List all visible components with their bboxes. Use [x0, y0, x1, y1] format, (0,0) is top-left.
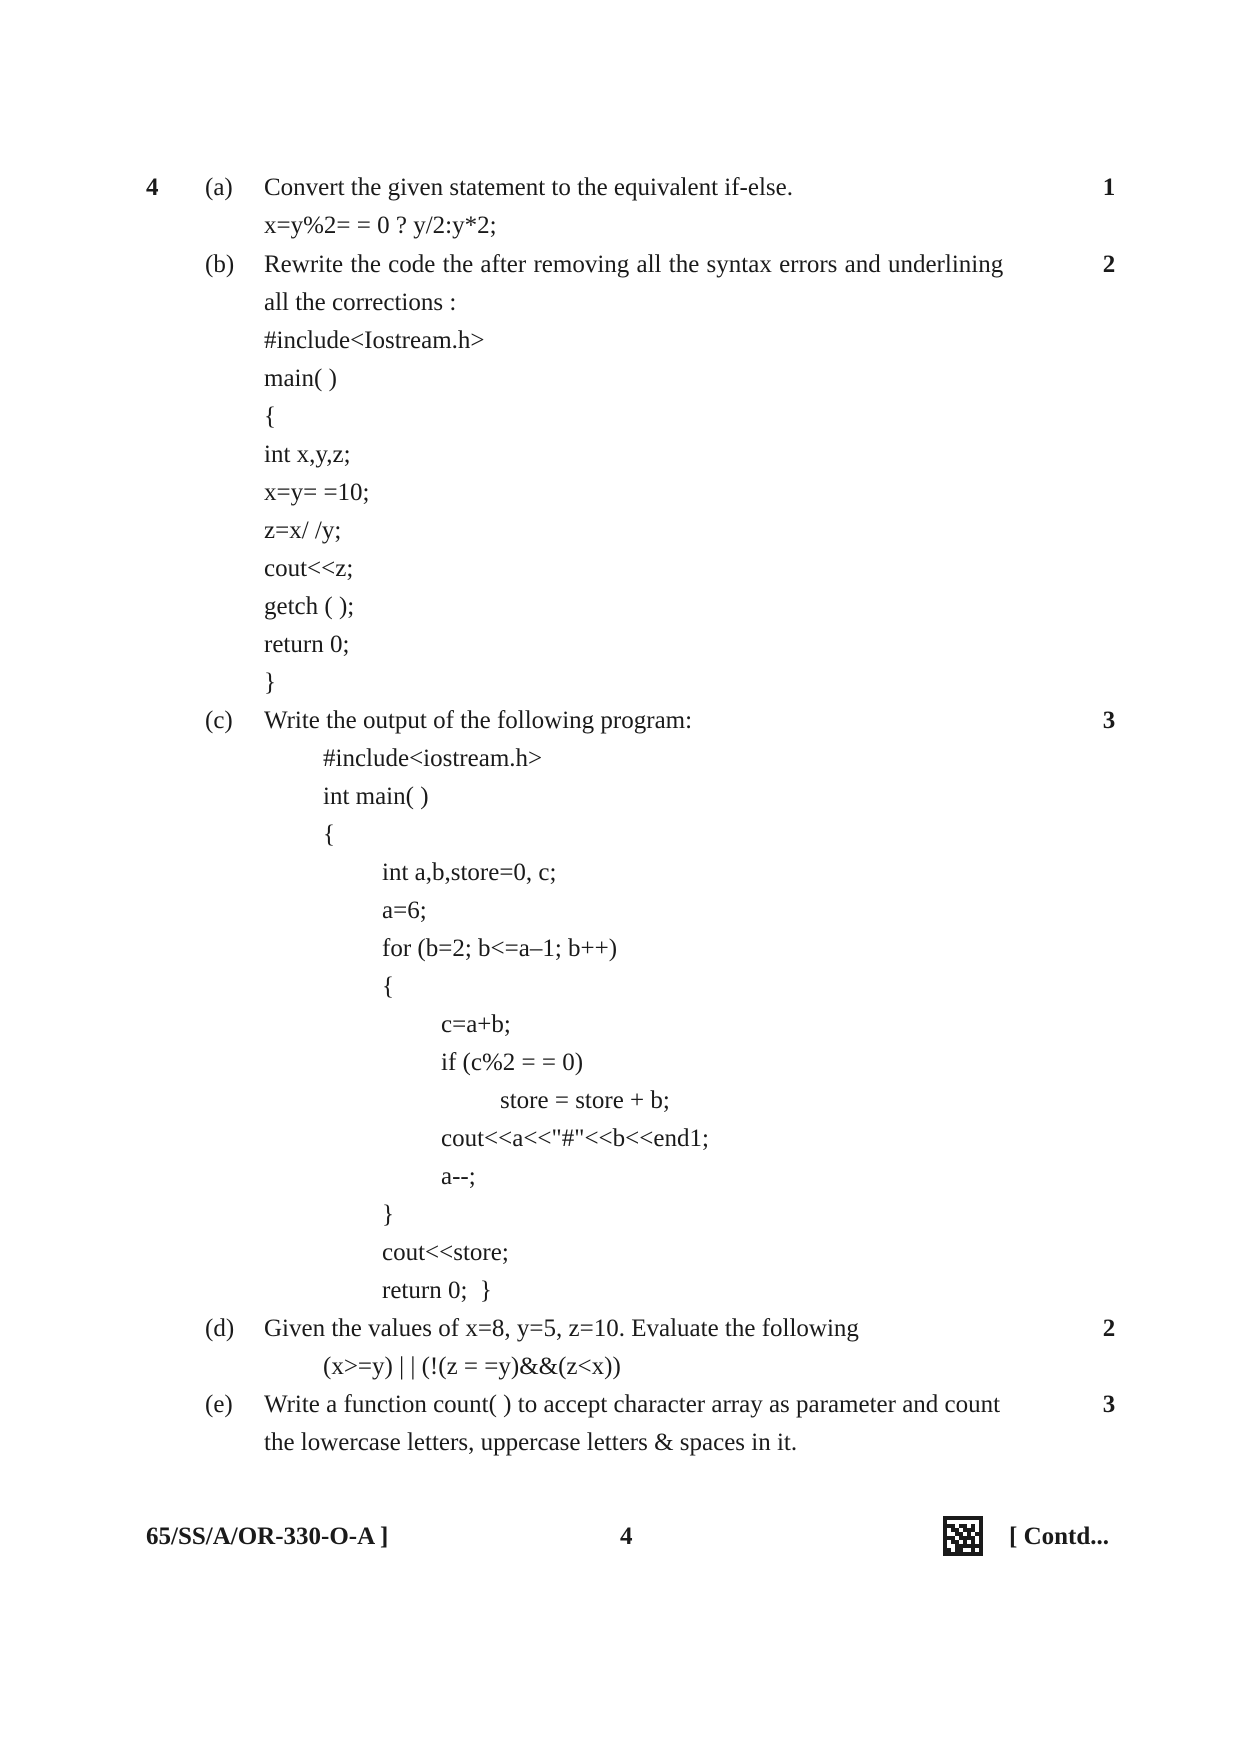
part-a-label: (a) [205, 174, 233, 201]
qr-code-icon [943, 1516, 983, 1556]
part-c-code-line: return 0; } [382, 1277, 492, 1304]
part-a-text: Convert the given statement to the equivalent if-else. [264, 174, 794, 201]
part-b-code-line: main( ) [264, 365, 337, 392]
paper-code: 65/SS/A/OR-330-O-A ] [146, 1523, 389, 1550]
part-e-text-line-1: Write a function count( ) to accept character array as parameter and count [264, 1391, 1001, 1418]
part-e-marks: 3 [1102, 1391, 1116, 1418]
part-b-text-line-2: all the corrections : [264, 289, 457, 316]
part-b-text-line-1: Rewrite the code the after removing all the syntax errors and underlining [264, 251, 1004, 278]
part-a-code-line: x=y%2= = 0 ? y/2:y*2; [264, 212, 497, 239]
part-b-code-line: { [264, 403, 276, 430]
part-c-code-line: if (c%2 = = 0) [441, 1049, 584, 1076]
part-d-expression: (x>=y) | | (!(z = =y)&&(z<x)) [323, 1353, 621, 1380]
part-c-code-line: #include<iostream.h> [323, 745, 543, 772]
part-d-text: Given the values of x=8, y=5, z=10. Evaluate the following [264, 1315, 859, 1342]
part-c-code-line: a--; [441, 1163, 476, 1190]
part-b-marks: 2 [1102, 251, 1116, 278]
contd-label: [ Contd... [1009, 1523, 1110, 1550]
part-e-text-line-2: the lowercase letters, uppercase letters & spaces in it. [264, 1429, 798, 1456]
part-c-text: Write the output of the following program: [264, 707, 693, 734]
page-number: 4 [620, 1523, 633, 1550]
part-c-code-line: { [382, 973, 394, 1000]
part-c-code-line: int a,b,store=0, c; [382, 859, 557, 886]
part-c-code-line: int main( ) [323, 783, 429, 810]
part-c-code-line: store = store + b; [500, 1087, 670, 1114]
part-b-code-line: getch ( ); [264, 593, 355, 620]
part-d-marks: 2 [1102, 1315, 1116, 1342]
part-c-code-line: cout<<a<<"#"<<b<<end1; [441, 1125, 709, 1152]
part-b-code-line: } [264, 669, 276, 696]
part-b-code-line: z=x/ /y; [264, 517, 342, 544]
part-c-label: (c) [205, 707, 233, 734]
question-number: 4 [146, 174, 159, 201]
part-b-code-line: cout<<z; [264, 555, 354, 582]
part-e-label: (e) [205, 1391, 233, 1418]
part-d-label: (d) [205, 1315, 235, 1342]
part-a-marks: 1 [1102, 174, 1116, 201]
part-b-code-line: int x,y,z; [264, 441, 351, 468]
part-b-code-line: x=y= =10; [264, 479, 370, 506]
part-b-code-line: return 0; [264, 631, 350, 658]
part-b-code-line: #include<Iostream.h> [264, 327, 485, 354]
part-c-code-line: } [382, 1201, 394, 1228]
part-c-code-line: c=a+b; [441, 1011, 511, 1038]
part-c-code-line: for (b=2; b<=a–1; b++) [382, 935, 618, 962]
part-c-code-line: { [323, 821, 335, 848]
part-c-marks: 3 [1102, 707, 1116, 734]
part-c-code-line: cout<<store; [382, 1239, 509, 1266]
part-b-label: (b) [205, 251, 235, 278]
part-c-code-line: a=6; [382, 897, 427, 924]
